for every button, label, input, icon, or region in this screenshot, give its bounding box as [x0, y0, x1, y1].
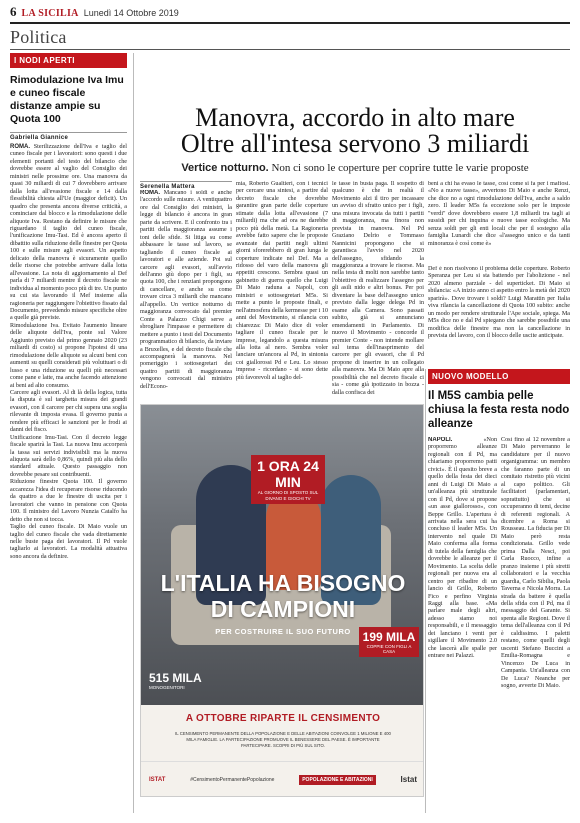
column-divider [133, 53, 134, 813]
ad-time-badge [251, 455, 325, 504]
istat-logo: ISTAT [149, 776, 166, 783]
sidebar-byline: Gabriella Giannice [10, 132, 127, 141]
m5s-lead: NAPOLI. [428, 437, 453, 443]
ad-slogan-line2: DI CAMPIONI [210, 596, 356, 622]
main-headline-block [140, 105, 570, 174]
ad-stat-number: 199 MILA [362, 630, 416, 644]
issue-date: Lunedì 14 Ottobre 2019 [83, 8, 179, 18]
ad-slogan [141, 570, 424, 622]
column-divider [425, 369, 426, 813]
m5s-col1-text: «Non proporremo alleanze regionali con il Pd, ma chiariamo proporremo patti civici». È il quesito breve a quello della festa dei dieci anni di Luigi Di Maio a un'alleanza più strutturale con il Pd, dove si propone «un asse giallorosso», con Beppe Grillo. L'apertura è arrivata nella sera cui ha concluso il leader M5s. Un intervento nel quale Di Maio conferma alla forma di tutela della famiglia che dovrebbe le alleanze per il Movimento. La scelta delle regionali per nuova era al centro per ribadire di un lancio di Grillo, Roberto Fico e perfino Virginia Raggi alla base. «Ma parlare male degli altri, adesso siamo noi responsabili, e il messaggio dei lanciano i venti per sigillare il Movimento 2.0 che lascerà alle spalle per entrare nei Palazzi. [428, 437, 497, 660]
ad-stat-single-parents [149, 671, 202, 690]
ad-stat-caption: COPPIE CON FIGLI A CASA [366, 644, 412, 654]
main-column-3 [332, 181, 424, 402]
ad-call-to-action: A OTTOBRE RIPARTE IL CENSIMENTO [185, 713, 381, 724]
ad-family-photo [141, 405, 424, 705]
ad-stat-couples [359, 627, 419, 657]
main-headline-line1: Manovra, accordo in alto mare [195, 103, 515, 132]
section-divider [10, 49, 570, 50]
main-column-2 [236, 181, 328, 402]
ad-slogan-line1: L'ITALIA HA BISOGNO [160, 570, 406, 596]
main-lead: ROMA. [140, 190, 160, 196]
sidebar-article [10, 53, 127, 561]
ad-hashtag: #CensimentoPermanentePopolazione [190, 776, 275, 783]
ad-badge-number: 1 ORA 24 MIN [257, 458, 319, 490]
main-column-1 [140, 190, 232, 402]
section-bar [10, 22, 570, 48]
main-col3-text: le tasse in busta paga. Il sospetto di qualcuno è che in realtà il Movimento alzi il tiro per incassare un avviso di sfratto unico per i figli, una misura invocata da tutti i partiti di maggioranza, ma finora non prevista in manovra. Nel Pd Graziano Delrio e Tommaso Nannicini propongono che si garantisca l'avvio nel 2020 dell'assegno, sfidando la maggioranza a trovare le risorse. Ma nella testa di molti non sarebbe tanto l'obiettivo di realizzare l'assegno per gli asili nido e altri bonus. Per poi diventare la base dell'assegno unico previsto dalla legge delega Pd in esame alla Camera. Sono passati subito, già si annunciano emendamenti in Parlamento. Di nuovo il Movimento - concorde il premier Conte - non intende mollare sul tema dell'inasprimento del carcere per gli evasori, che il Pd propone di inserire in un collegato alla manovra. Ma Di Maio apre alla possibilità che nel decreto fiscale ci sia - come già ipotizzato in bozza - dalla confisca dei [332, 181, 424, 396]
sidebar-headline: Rimodulazione Iva Imu e cuneo fiscale distanze ampie su Quota 100 [10, 74, 124, 125]
istat-wordmark: Istat [400, 775, 417, 784]
main-col2-text: mia, Roberto Gualtieri, con i tecnici per cercare una sintesi, a partire dal decreto fiscale che dovrebbe garantire gran parte delle coperture stimate dalla lotta all'evasione (7 miliardi) ma che ad ora ne darebbe poco più della metà. La Ragioneria avrebbe fatto sapere che le proposte avanzate dai partiti negli ultimi giorni sforerebbero di gran lunga le coperture indicate nel Def. Ma a ridosso del varo della manovra gli appetiti crescono. Sembra quasi un gabinetto di guerra quello che Luigi Di Maio raduna a Napoli, con ministri e sottosegretari M5s. Si mette a punto le proposte finali, e nell'atmosfera della kermesse per i 10 anni del Movimento, si rilancia con chiarezza: Di Maio dice di voler tagliare il cuneo fiscale per le imprese, legandolo a questa misura alla lotta al nero. Sembra voler lanciare un'ancora al Pd, in sintonia coi giallorossi Pd e Leu. Lo stesso imprese - ricordano - si sono dette più favorevoli al taglio del- [236, 181, 328, 381]
m5s-column-2 [501, 437, 570, 777]
main-column-4-top [428, 181, 570, 265]
sidebar-paragraph: Riduzione finestre Quota 100. Il governo accarezza l'idea di recuperare risorse riducendo da quattro a due le finestre di uscita per i lavoratori che vanno in pensione con Quota 100. Il ministro del Lavoro Nunzia Catalfo ha detto che non si tocca. [10, 479, 127, 523]
ad-footer [141, 761, 424, 797]
ad-slogan-sub: PER COSTRUIRE IL SUO FUTURO [215, 627, 351, 636]
main-byline: Serenella Mattera [140, 181, 232, 190]
main-headline-line2: Oltre all'intesa servono 3 miliardi [180, 129, 530, 158]
m5s-columns [428, 437, 570, 777]
census-advertisement [140, 404, 424, 797]
ad-stat-caption: MONOGENITORI [149, 685, 185, 690]
sidebar-body [10, 144, 127, 561]
sidebar-paragraph: Rimodulazione Iva. Evitato l'aumento lineare delle aliquote dell'Iva, ponte sul Valore Aggiunto previsto dal primo gennaio 2020 (23 miliardi di costo) si propone l'ipotesi di una rimodulazione delle aliquote su alcuni beni con aumenti su quelli considerati più voluttuari o di lusso e una riduzione su quelli più necessari come pane e latte, ma anche facendo attenzione ai beni ad alto consumo. [10, 322, 127, 389]
census-logo: POPOLAZIONE E ABITAZIONI [299, 775, 376, 785]
masthead [10, 4, 570, 22]
m5s-headline: Il M5S cambia pelle chiusa la festa resta nodo alleanze [428, 390, 570, 430]
m5s-column-1 [428, 437, 497, 777]
main-subhead [140, 162, 570, 174]
main-col1-text: Mancano i soldi e anche l'accordo sulle misure. A ventiquattro ore dal Consiglio dei ministri, la legge di bilancio è ancora in gran parte da scrivere. E il confronto tra i partiti della maggioranza assume i toni delle sfide. Si litiga su come abbassare le tasse sul lavoro, se tagliando il cuneo fiscale ai lavoratori e alle aziende. Poi sul carcere agli evasori, sull'avvio dell'anno giù dopo per i figli, su quota 100, che i renziani propongono di cancellare, e anche su come trovare circa 3 miliardi che mancano all'appello. Un vertice notturno di maggioranza convocato dal premier Conte a Palazzo Chigi serve a sbrogliare l'impasse e permettere di mettere a punto i testi del Documento programmatico di bilancio, da inviare a Bruxelles, e del decreto fiscale che accompagnerà la manovra. Nel pomeriggio i sottosegretari dei quattro partiti di maggioranza vengono convocati dal ministro dell'Econo- [140, 190, 232, 390]
m5s-col2-text: Così fino al 12 novembre a Di Maio perverranno le candidature per il nuovo organigramma: un membro che faranno parte di un comitato ristretto più vicini al capo politico. Gli facilitatori (parlamentari, soprattutto) che si occuperanno di temi, decine di referenti regionali. A dicembre a Roma si Rousseau. La fiducia per Di Maio però resta condizionata. Grillo vede prima Dalla Nesci, poi Carla Ruocco, infine a pranzo insieme i più stretti collaboratori e la vecchia guardia, Carlo Sibilia, Paola Taverna e Nicola Morra. La strada da battere è quella della sfida con il Pd, ma il messaggio del Garante. Si spenta alle Regioni. Dove il tema dell'alleanza con il Pd è caldissimo. I paletti restano, come quelli degli uscenti Stefano Buccini a Emilia-Romagna e Vincenzo De Luca in Campania. Un'alleanza con De Luca? Neanche per sogno, avverte Di Maio. [501, 437, 570, 689]
sidebar-tag: I NODI APERTI [10, 53, 127, 68]
sidebar-paragraph: Carcere agli evasori. Al di là della logica, tutta la disputa è sul targhetta misura dei grandi evasori, con il carcere per chi supera una soglia rilevante di imposta evasa. Il governo punta a rendere più efficaci le sanzioni per le frodi ai danni del fisco. [10, 389, 127, 434]
ad-fine-print: IL CENSIMENTO PERMANENTE DELLA POPOLAZIONE E DELLE ABITAZIONI COINVOLGE 1 MILIONE E 400 MILA FAMIGLIE. LA PARTECIPAZIONE PROMUOVE IL BENESSERE DEL PAESE. È IMPORTANTE PARTECIPARE. SCOPRI DI PIÙ SUL SITO. [175, 731, 391, 748]
sidebar-paragraph: Taglio del cuneo fiscale. Di Maio vuole un taglio del cuneo fiscale che vada direttamente nelle buste paga dei lavoratori. Il Pd vuole tagliarlo ai lavoratori. La modalità attuativa sono ancora da definire. [10, 524, 127, 560]
paper-name: LA SICILIA [21, 8, 79, 19]
ad-badge-caption: AL GIORNO DI SPOSTO SUL DIVANO E GIOCHI TV [257, 490, 319, 501]
sidebar-paragraph: Sterilizzazione dell'Iva e taglio del cuneo fiscale per i lavoratori: sono questi i due elementi portanti del testo del bilancio che dovrebbe essere al vaglio del Consiglio dei ministri nelle prossime ore. Una manovra da quasi 30 miliardi di cui 7 dovrebbero arrivare dalla lotta all'evasione fiscale e 14 dalla flessibilità chiesta all'Ue (maggior deficit). Un quadro che presenta ancora diverse criticità, a cominciare dal blocco e la rimodulazione delle aliquote Iva. Restano da definire le misure che riguardano il taglio del cuneo fiscale, l'unificazione Imu-Tasi. Ed è ancora aperto il dibattito sulla riduzione delle finestre per Quota 100 e sulle misure agli evasori. Un aspetto delicato della manovra è sicuramente quello delle risorse che potrebbe arrivare dalla lotta all'evasione. La nota di aggiornamento al Def parla di 7 miliardi mentre il decreto fiscale ne individua al momento poco più di tre. Un punto su cui sta lavorando il Mef insieme alla ragioneria per raggiungere l'obiettivo fissato dal Documento, prevedendo misure specifiche oltre a quelle già previste. [10, 144, 128, 322]
main-col4b-text: Def è non risolvono il problema delle coperture. Roberto Speranza per Leu si sta battendo per l'abolizione - nel 2020 almeno parziale - del superticket. Di Maio si sbilancia: «A inizio anno ci aspetto entro la metà del 2020 sparirà». Dove trovare i soldi? Luigi Marattin per Italia viva rilancia la cancellazione di Quota 100 subito: anche un modo per rendere strutturale l'Ape sociale, spiega. Ma M5s dice no e dal Pd spiegano che sarebbe possibile una modifica delle finestre ma non la cancellazione in prevista del lavoro, con il blocco delle uscite anticipate. [428, 266, 570, 340]
m5s-tag: NUOVO MODELLO [428, 369, 570, 384]
main-col4a-text: beni a chi ha evaso le tasse, così come si fa per i mafiosi. «No a nuove tasse», avvertono Di Maio e anche Renzi, che dice no a ogni rimodulazione dell'Iva, anche a saldo zero. Il leader M5s fa eccezione solo per le imposte "verdi" dove dovrebbero essere 1,8 miliardi tra tagli ai sussidi per chi inquina e nuove tasse ecologiche. Ma senza soldi per gli enti locali che per il sostegno alla famiglia Lunardi che dice «l'assegno unico e da tanti minoranza è così come è» [428, 181, 570, 247]
subhead-bold: Vertice notturno. [181, 162, 269, 174]
m5s-article [428, 369, 570, 777]
main-column-4-bottom [428, 266, 570, 362]
ad-stat-number: 515 MILA [149, 671, 202, 685]
page-number: 6 [10, 4, 17, 19]
sidebar-lead: ROMA. [10, 144, 30, 150]
subhead-rest: Non ci sono le coperture per coprire tutte le varie proposte [268, 162, 529, 174]
section-title: Politica [10, 27, 67, 47]
sidebar-paragraph: Unificazione Imu-Tasi. Con il decreto legge fiscale sparirà la Tasi. La nuova Imu accorperà la tassa sui servizi indivisibili ma la nuova aliquota sarà dello 0,86%, quindi più alta dello standard attuale. Questo passaggio non dovrebbe pesare sui contribuenti. [10, 434, 127, 478]
